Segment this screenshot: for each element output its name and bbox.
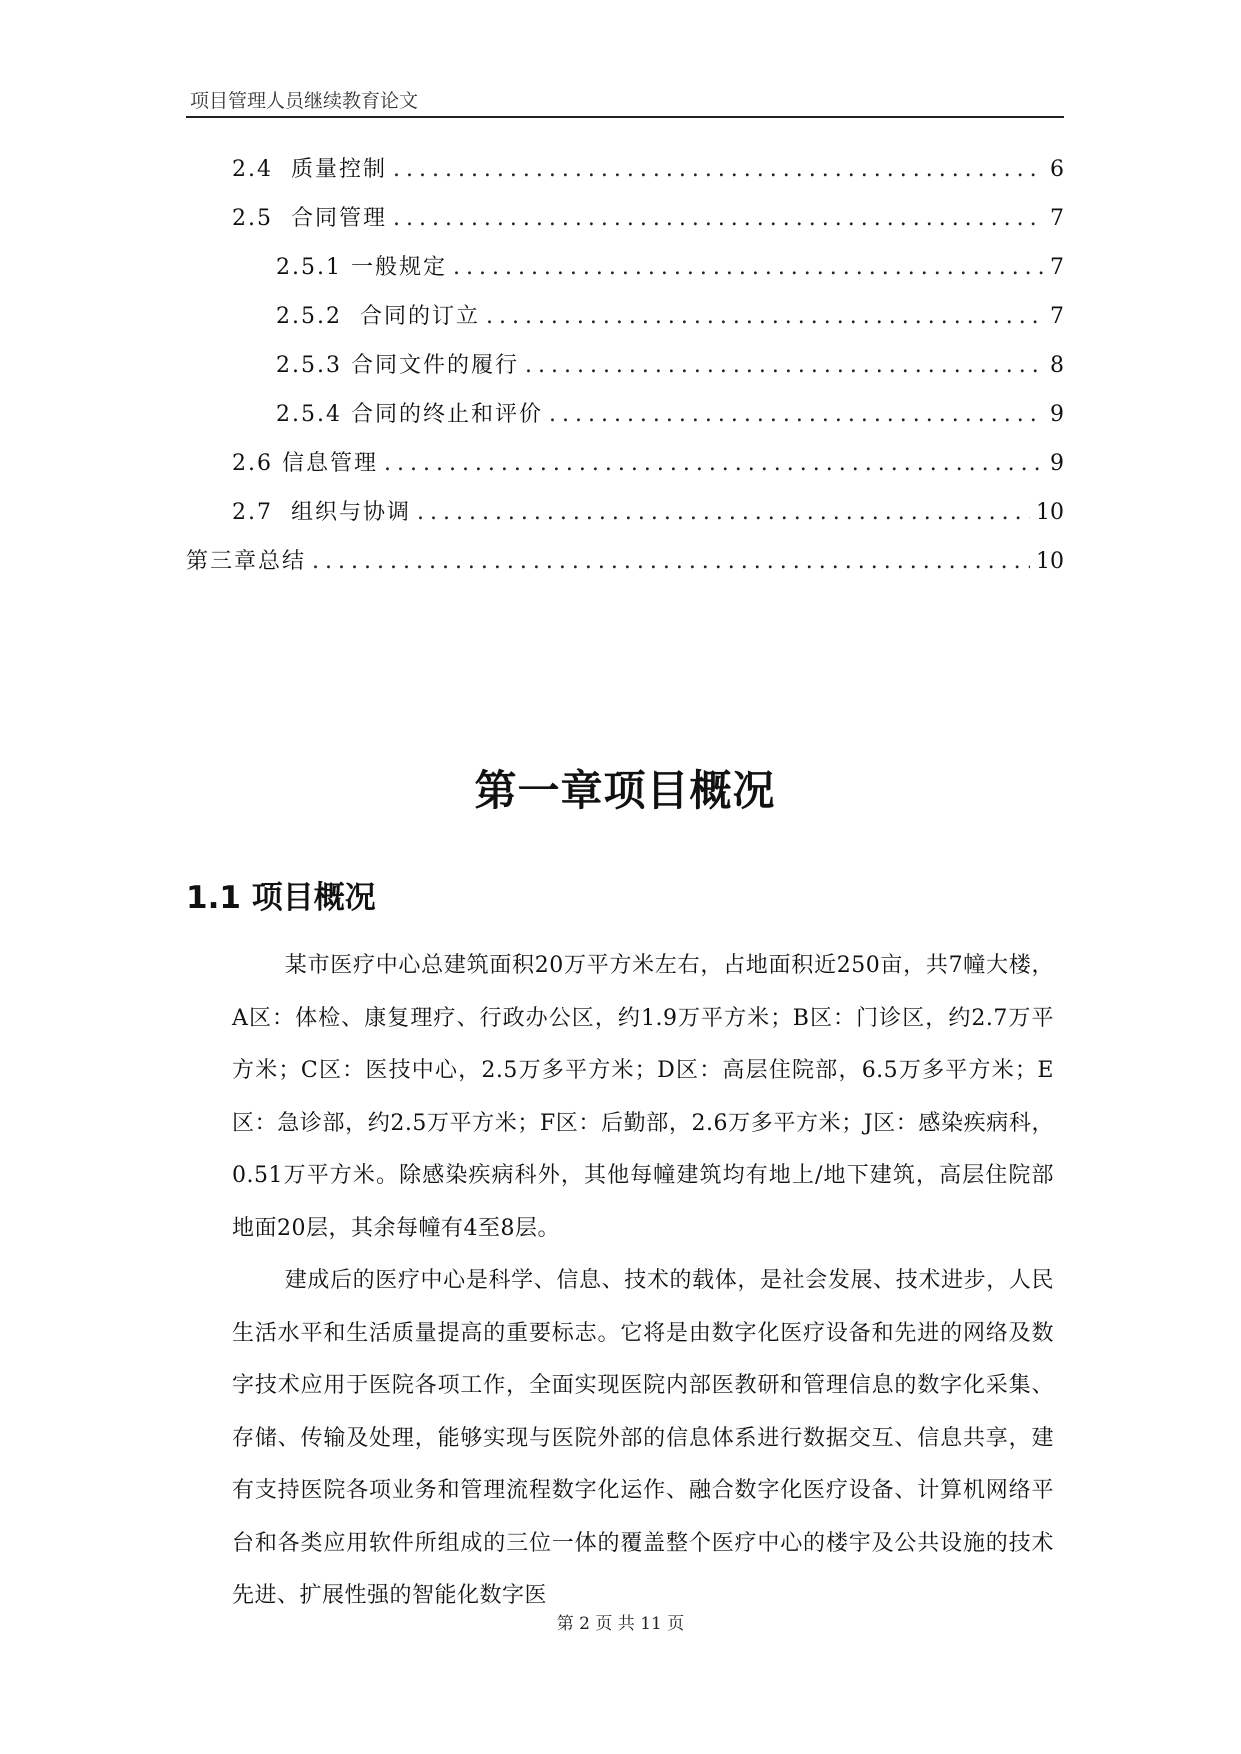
toc-leader-dots bbox=[384, 451, 1044, 476]
table-of-contents bbox=[186, 152, 1064, 593]
toc-entry[interactable] bbox=[186, 201, 1064, 250]
chapter-title: 第一章项目概况 bbox=[474, 766, 776, 816]
toc-entry-page: 7 bbox=[1050, 255, 1064, 280]
running-header-title: 项目管理人员继续教育论文 bbox=[190, 90, 419, 112]
toc-entry-label: 2.5.4 合同的终止和评价 bbox=[276, 402, 543, 427]
toc-entry-page: 7 bbox=[1050, 304, 1064, 329]
toc-entry-page: 8 bbox=[1050, 353, 1064, 378]
toc-entry-label: 2.5.2 合同的订立 bbox=[276, 304, 480, 329]
toc-entry[interactable] bbox=[186, 544, 1064, 593]
toc-entry-label: 2.5.1 一般规定 bbox=[276, 255, 447, 280]
toc-entry-label: 2.6 信息管理 bbox=[232, 451, 378, 476]
toc-entry-page: 9 bbox=[1050, 402, 1064, 427]
toc-leader-dots bbox=[312, 549, 1030, 574]
toc-entry-page: 7 bbox=[1050, 206, 1064, 231]
toc-entry[interactable] bbox=[186, 495, 1064, 544]
paragraph: 建成后的医疗中心是科学、信息、技术的载体，是社会发展、技术进步，人民生活水平和生活质量提高的重要标志。它将是由数字化医疗设备和先进的网络及数字技术应用于医院各项工作，全面实现医院内部医教研和管理信息的数字化采集、存储、传输及处理，能够实现与医院外部的信息体系进行数据交互、信息共享，建有支持医院各项业务和管理流程数字化运作、融合数字化医疗设备、计算机网络平台和各类应用软件所组成的三位一体的覆盖整个医疗中心的楼宇及公共设施的技术先进、扩展性强的智能化数字医 bbox=[232, 1268, 1054, 1608]
toc-entry-page: 10 bbox=[1036, 500, 1064, 525]
toc-entry[interactable] bbox=[186, 348, 1064, 397]
toc-entry[interactable] bbox=[186, 299, 1064, 348]
running-header bbox=[186, 86, 1064, 118]
toc-leader-dots bbox=[453, 255, 1044, 280]
page-number-footer: 第 2 页 共 11 页 bbox=[556, 1614, 685, 1634]
toc-entry-label: 2.4 质量控制 bbox=[232, 157, 387, 182]
toc-leader-dots bbox=[393, 206, 1044, 231]
toc-leader-dots bbox=[525, 353, 1044, 378]
toc-entry-page: 10 bbox=[1036, 549, 1064, 574]
toc-leader-dots bbox=[417, 500, 1030, 525]
toc-entry-page: 9 bbox=[1050, 451, 1064, 476]
toc-leader-dots bbox=[393, 157, 1044, 182]
body-text bbox=[232, 940, 1054, 1623]
toc-entry-label: 第三章总结 bbox=[186, 549, 307, 574]
toc-entry[interactable] bbox=[186, 250, 1064, 299]
toc-entry-page: 6 bbox=[1050, 157, 1064, 182]
paragraph: 某市医疗中心总建筑面积20万平方米左右，占地面积近250亩，共7幢大楼，A区：体检、康复理疗、行政办公区，约1.9万平方米；B区：门诊区，约2.7万平方米；C区：医技中心，2.5万多平方米；D区：高层住院部，6.5万多平方米；E区：急诊部，约2.5万平方米；F区：后勤部，2.6万多平方米；J区：感染疾病科，0.51万平方米。除感染疾病科外，其他每幢建筑均有地上/地下建筑，高层住院部地面20层，其余每幢有4至8层。 bbox=[232, 953, 1054, 1241]
toc-entry[interactable] bbox=[186, 152, 1064, 201]
toc-leader-dots bbox=[486, 304, 1044, 329]
toc-entry[interactable] bbox=[186, 397, 1064, 446]
toc-entry[interactable] bbox=[186, 446, 1064, 495]
toc-leader-dots bbox=[549, 402, 1044, 427]
toc-entry-label: 2.5 合同管理 bbox=[232, 206, 387, 231]
section-title: 1.1 项目概况 bbox=[186, 879, 376, 916]
toc-entry-label: 2.5.3 合同文件的履行 bbox=[276, 353, 519, 378]
toc-entry-label: 2.7 组织与协调 bbox=[232, 500, 411, 525]
